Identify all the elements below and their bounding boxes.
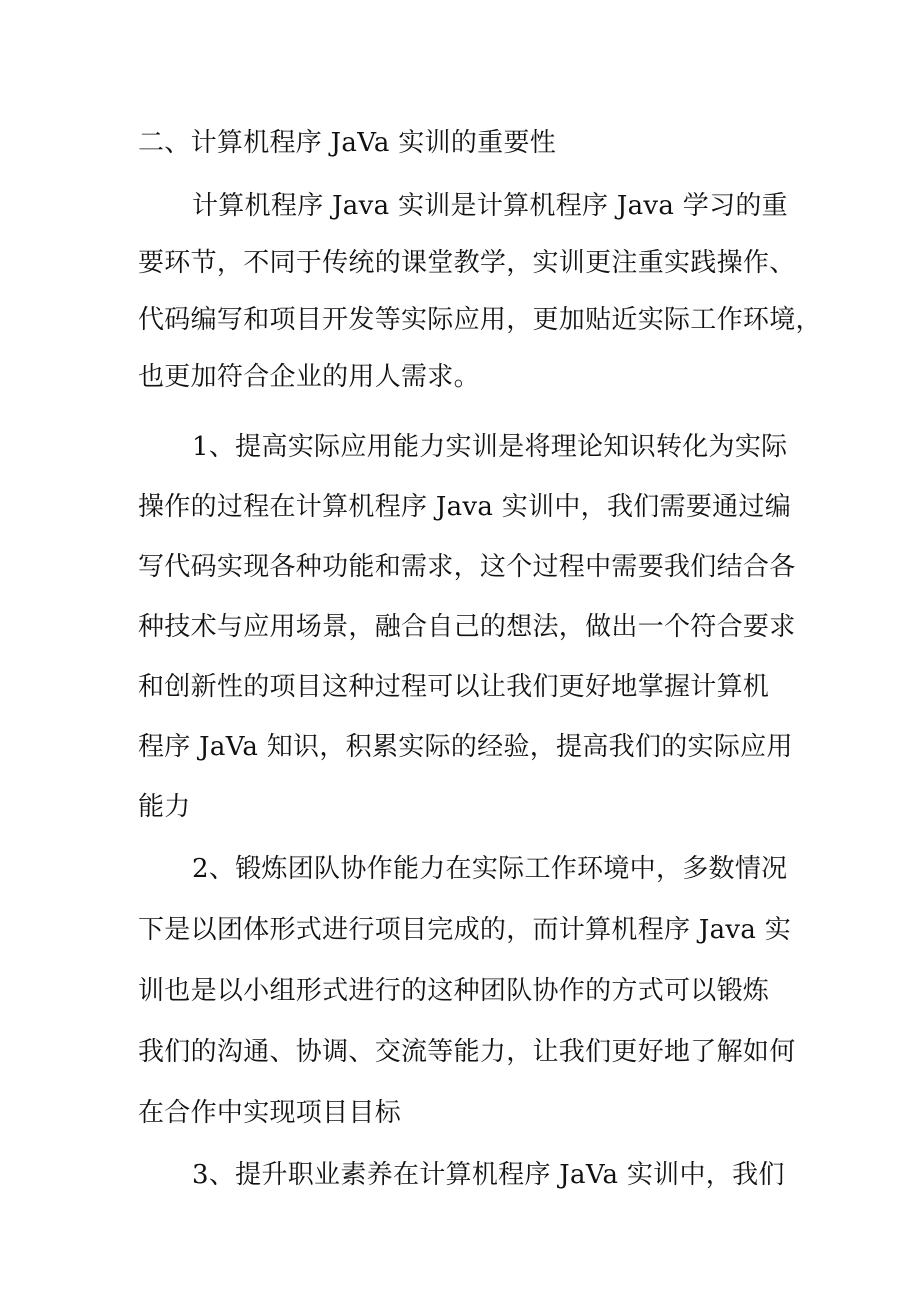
paragraph-intro-line-1: 计算机程序 Java 实训是计算机程序 Java 学习的重	[192, 191, 788, 221]
paragraph-intro-line-2: 要环节，不同于传统的课堂教学，实训更注重实践操作、	[138, 248, 796, 278]
paragraph-point3-line-1: 3、提升职业素养在计算机程序 JaVa 实训中，我们	[192, 1160, 785, 1190]
paragraph-point1-line-1: 1、提高实际应用能力实训是将理论知识转化为实际	[192, 432, 788, 462]
paragraph-point1-line-6: 程序 JaVa 知识，积累实际的经验，提高我们的实际应用	[138, 732, 793, 762]
paragraph-intro-line-3: 代码编写和项目开发等实际应用，更加贴近实际工作环境，	[138, 305, 822, 335]
paragraph-point1-line-4: 种技术与应用场景，融合自己的想法，做出一个符合要求	[138, 612, 796, 642]
paragraph-point2-line-2: 下是以团体形式进行项目完成的，而计算机程序 Java 实	[138, 915, 792, 945]
paragraph-point1-line-2: 操作的过程在计算机程序 Java 实训中，我们需要通过编	[138, 492, 792, 522]
section-heading: 二、计算机程序 JaVa 实训的重要性	[138, 128, 557, 158]
paragraph-intro-line-4: 也更加符合企业的用人需求。	[138, 362, 480, 392]
paragraph-point1-line-5: 和创新性的项目这种过程可以让我们更好地掌握计算机	[138, 672, 770, 702]
paragraph-point2-line-1: 2、锻炼团队协作能力在实际工作环境中，多数情况	[192, 854, 788, 884]
paragraph-point1-line-7: 能力	[138, 792, 191, 822]
paragraph-point1-line-3: 写代码实现各种功能和需求，这个过程中需要我们结合各	[138, 552, 796, 582]
paragraph-point2-line-3: 训也是以小组形式进行的这种团队协作的方式可以锻炼	[138, 976, 770, 1006]
paragraph-point2-line-4: 我们的沟通、协调、交流等能力，让我们更好地了解如何	[138, 1037, 796, 1067]
paragraph-point2-line-5: 在合作中实现项目目标	[138, 1098, 402, 1128]
